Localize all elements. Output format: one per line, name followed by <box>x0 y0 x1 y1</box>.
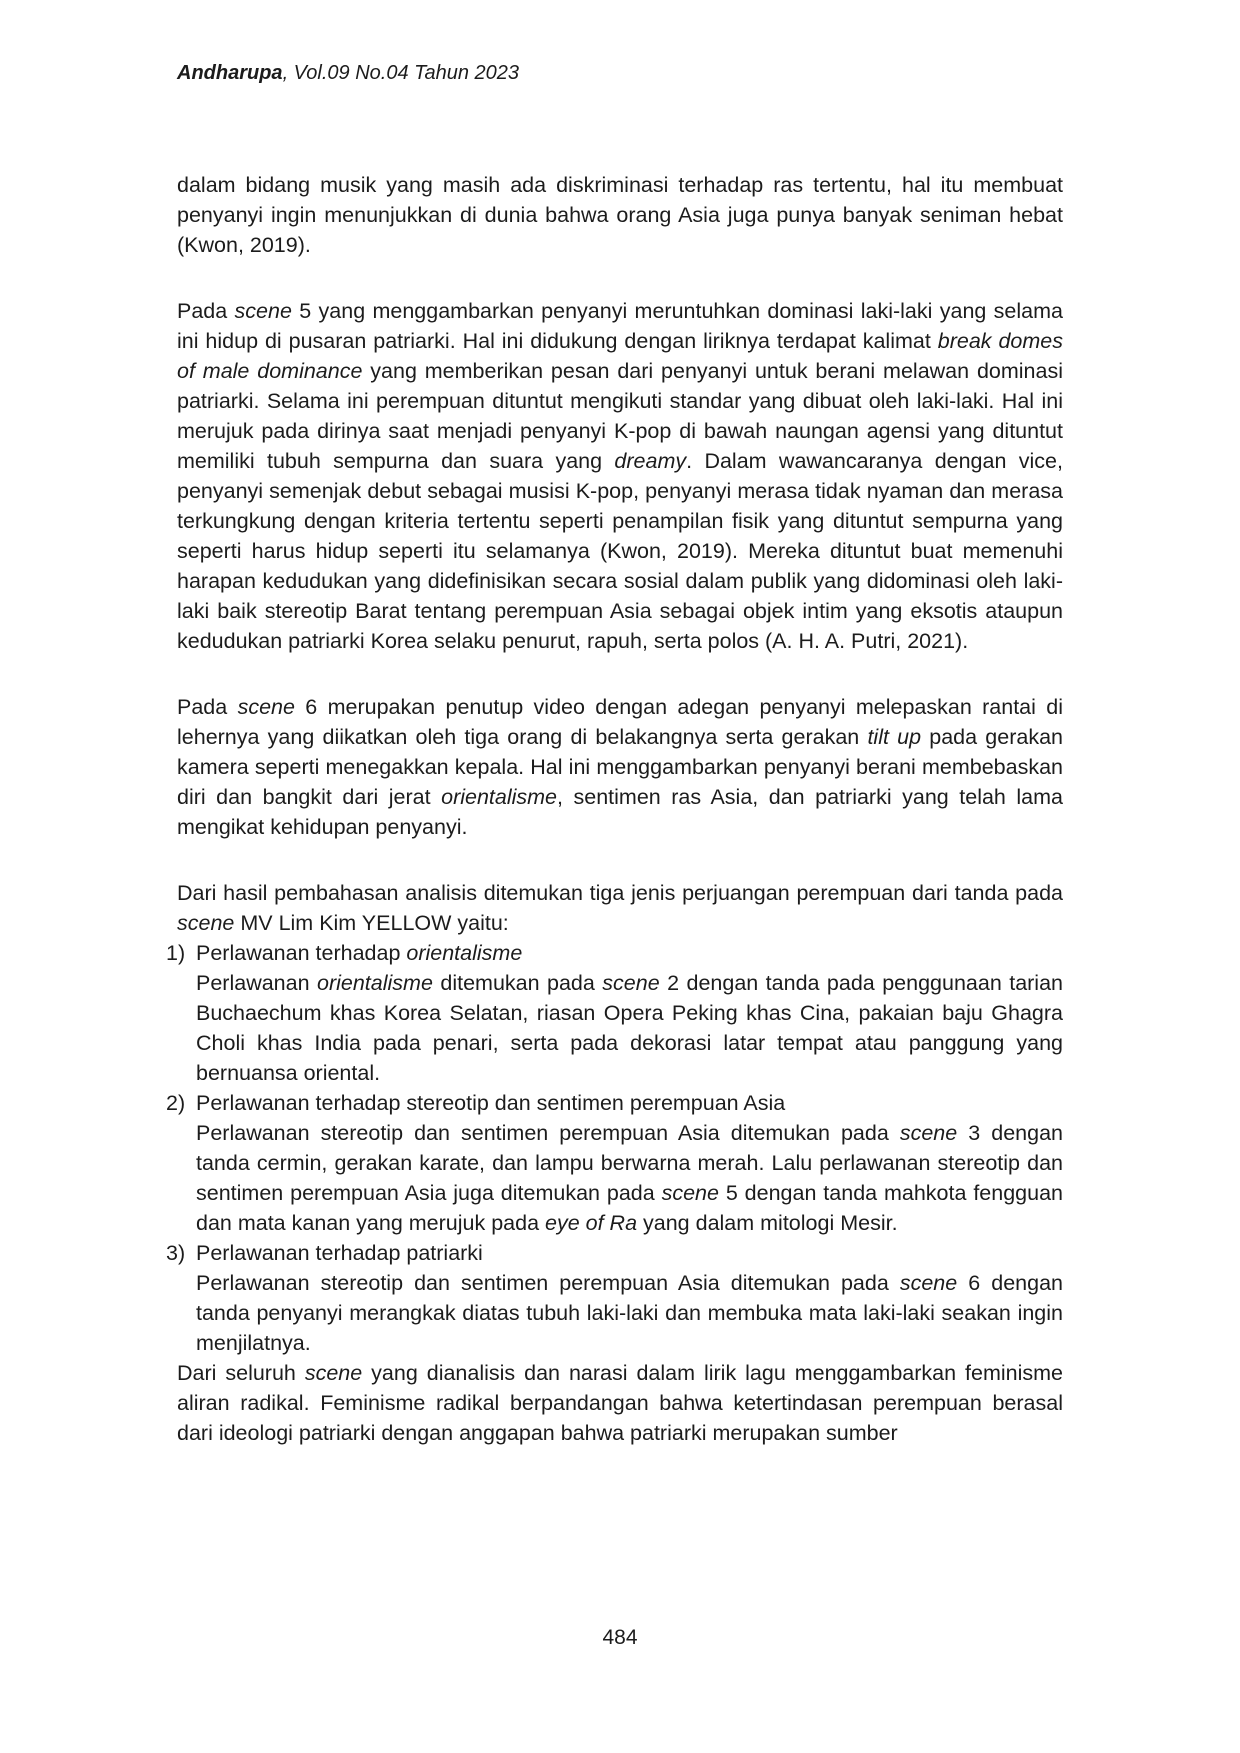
list-item-3-body: Perlawanan stereotip dan sentimen perempuan Asia ditemukan pada scene 6 dengan tanda penyanyi merangkak diatas tubuh laki-laki dan membuka mata laki-laki seakan ingin menjilatnya. <box>196 1271 1063 1355</box>
numbered-list <box>166 938 1063 1358</box>
list-item-3-title: Perlawanan terhadap patriarki <box>196 1241 483 1265</box>
paragraph-closing: Dari seluruh scene yang dianalisis dan narasi dalam lirik lagu menggambarkan feminisme aliran radikal. Feminisme radikal berpandangan bahwa ketertindasan perempuan berasal dari ideologi patriarki dengan anggapan bahwa patriarki merupakan sumber <box>177 1361 1063 1445</box>
list-item-3-content <box>196 1238 1063 1358</box>
list-item-2-body: Perlawanan stereotip dan sentimen perempuan Asia ditemukan pada scene 3 dengan tanda cermin, gerakan karate, dan lampu berwarna merah. Lalu perlawanan stereotip dan sentimen perempuan Asia juga ditemukan pada scene 5 dengan tanda mahkota fengguan dan mata kanan yang merujuk pada eye of Ra yang dalam mitologi Mesir. <box>196 1121 1063 1235</box>
journal-issue-info: , Vol.09 No.04 Tahun 2023 <box>282 62 520 84</box>
list-item-1-content <box>196 938 1063 1088</box>
list-item-3 <box>166 1238 1063 1358</box>
list-item-1 <box>166 938 1063 1088</box>
list-item-2-title: Perlawanan terhadap stereotip dan sentimen perempuan Asia <box>196 1091 786 1115</box>
running-header <box>177 62 519 85</box>
list-item-1-title: Perlawanan terhadap orientalisme <box>196 941 523 965</box>
paragraph-opening: dalam bidang musik yang masih ada diskriminasi terhadap ras tertentu, hal itu membuat penyanyi ingin menunjukkan di dunia bahwa orang Asia juga punya banyak seniman hebat (Kwon, 2019). <box>177 173 1063 257</box>
list-item-1-body: Perlawanan orientalisme ditemukan pada scene 2 dengan tanda pada penggunaan tarian Buchaechum khas Korea Selatan, riasan Opera Peking khas Cina, pakaian baju Ghagra Choli khas India pada penari, serta pada dekorasi latar tempat atau panggung yang bernuansa oriental. <box>196 971 1063 1085</box>
page-number: 484 <box>602 1626 638 1649</box>
paragraph-findings-intro: Dari hasil pembahasan analisis ditemukan tiga jenis perjuangan perempuan dari tanda pada scene MV Lim Kim YELLOW yaitu: <box>177 881 1063 935</box>
list-item-2 <box>166 1088 1063 1238</box>
paragraph-scene-6: Pada scene 6 merupakan penutup video dengan adegan penyanyi melepaskan rantai di lehernya yang diikatkan oleh tiga orang di belakangnya serta gerakan tilt up pada gerakan kamera seperti menegakkan kepala. Hal ini menggambarkan penyanyi berani membebaskan diri dan bangkit dari jerat orientalisme, sentimen ras Asia, dan patriarki yang telah lama mengikat kehidupan penyanyi. <box>177 695 1063 839</box>
paragraph-scene-5: Pada scene 5 yang menggambarkan penyanyi meruntuhkan dominasi laki-laki yang selama ini hidup di pusaran patriarki. Hal ini didukung dengan liriknya terdapat kalimat break domes of male dominance yang memberikan pesan dari penyanyi untuk berani melawan dominasi patriarki. Selama ini perempuan dituntut mengikuti standar yang dibuat oleh laki-laki. Hal ini merujuk pada dirinya saat menjadi penyanyi K-pop di bawah naungan agensi yang dituntut memiliki tubuh sempurna dan suara yang dreamy. Dalam wawancaranya dengan vice, penyanyi semenjak debut sebagai musisi K-pop, penyanyi merasa tidak nyaman dan merasa terkungkung dengan kriteria tertentu seperti penampilan fisik yang dituntut sempurna yang seperti harus hidup seperti itu selamanya (Kwon, 2019). Mereka dituntut buat memenuhi harapan kedudukan yang didefinisikan secara sosial dalam publik yang didominasi oleh laki-laki baik stereotip Barat tentang perempuan Asia sebagai objek intim yang eksotis ataupun kedudukan patriarki Korea selaku penurut, rapuh, serta polos (A. H. A. Putri, 2021). <box>177 299 1063 653</box>
list-item-2-number: 2) <box>166 1091 186 1115</box>
page-footer <box>0 1626 1240 1650</box>
list-item-2-content <box>196 1088 1063 1238</box>
list-item-1-number: 1) <box>166 941 186 965</box>
page-body <box>166 170 1063 1484</box>
list-item-3-number: 3) <box>166 1241 186 1265</box>
journal-name: Andharupa <box>177 62 283 84</box>
